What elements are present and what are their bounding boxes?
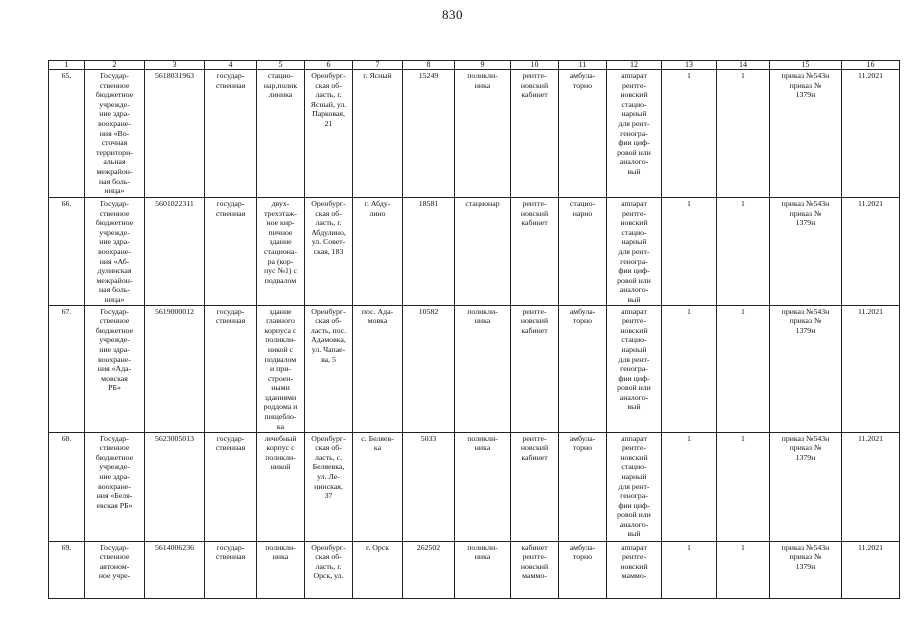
row-number: 68.	[49, 432, 85, 541]
organization-name: Государ- ственное бюджетное учрежде- ние здра- воохране- ния «Беля- евская РБ»	[85, 432, 145, 541]
date: 11.2021	[842, 198, 900, 306]
column-number: 12	[607, 61, 662, 70]
date: 11.2021	[842, 305, 900, 432]
order-reference: приказ №543н приказ № 1379н	[770, 305, 842, 432]
population: 262502	[403, 541, 455, 598]
column-number-row	[49, 61, 900, 70]
column-number: 4	[205, 61, 257, 70]
quantity-col13: 1	[662, 432, 717, 541]
care-conditions: амбула- торно	[559, 70, 607, 198]
ownership-type: государ- ственная	[205, 198, 257, 306]
address: Оренбург- ская об- ласть, г. Орск, ул.	[305, 541, 353, 598]
equipment-name: аппарат рентге- новский стацио- нарный для рент- геногра- фии циф- ровой или аналого- вый	[607, 305, 662, 432]
locality: пос. Ада- мовка	[353, 305, 403, 432]
table-row	[49, 541, 900, 598]
organization-code: 5623005013	[145, 432, 205, 541]
locality: г. Орск	[353, 541, 403, 598]
date: 11.2021	[842, 432, 900, 541]
organization-code: 5601022311	[145, 198, 205, 306]
date: 11.2021	[842, 70, 900, 198]
quantity-col13: 1	[662, 541, 717, 598]
locality: с. Беляев- ка	[353, 432, 403, 541]
care-conditions: амбула- торно	[559, 432, 607, 541]
ownership-type: государ- ственная	[205, 70, 257, 198]
quantity-col14: 1	[717, 432, 770, 541]
locality: г. Ясный	[353, 70, 403, 198]
ownership-type: государ- ственная	[205, 541, 257, 598]
column-number: 16	[842, 61, 900, 70]
room-type: рентге- новский кабинет	[511, 70, 559, 198]
column-number: 11	[559, 61, 607, 70]
column-number: 6	[305, 61, 353, 70]
order-reference: приказ №543н приказ № 1379н	[770, 198, 842, 306]
table-row	[49, 432, 900, 541]
organization-name: Государ- ственное автоном- ное учре-	[85, 541, 145, 598]
equipment-name: аппарат рентге- новский стацио- нарный для рент- геногра- фии циф- ровой или аналого- вый	[607, 432, 662, 541]
room-type: кабинет рентге- новский маммо-	[511, 541, 559, 598]
building-description: здание главного корпуса с поликли- никой с подвалом и при- строен- ными зданиями роддома и пищебло- ка	[257, 305, 305, 432]
care-conditions: стацио- нарно	[559, 198, 607, 306]
care-conditions: амбула- торно	[559, 305, 607, 432]
address: Оренбург- ская об- ласть, г. Ясный, ул. Парковая, 21	[305, 70, 353, 198]
column-number: 14	[717, 61, 770, 70]
quantity-col13: 1	[662, 70, 717, 198]
population: 15249	[403, 70, 455, 198]
row-number: 69.	[49, 541, 85, 598]
organization-code: 5614006236	[145, 541, 205, 598]
building-description: лечебный корпус с поликли- никой	[257, 432, 305, 541]
quantity-col13: 1	[662, 198, 717, 306]
equipment-name: аппарат рентге- новский стацио- нарный для рент- геногра- фии циф- ровой или аналого- вый	[607, 70, 662, 198]
room-type: рентге- новский кабинет	[511, 198, 559, 306]
organization-code: 5618031963	[145, 70, 205, 198]
unit-type: поликли- ника	[455, 432, 511, 541]
care-conditions: амбула- торно	[559, 541, 607, 598]
unit-type: поликли- ника	[455, 305, 511, 432]
order-reference: приказ №543н приказ № 1379н	[770, 432, 842, 541]
order-reference: приказ №543н приказ № 1379н	[770, 541, 842, 598]
column-number: 8	[403, 61, 455, 70]
population: 18581	[403, 198, 455, 306]
quantity-col14: 1	[717, 305, 770, 432]
table-row	[49, 305, 900, 432]
organization-name: Государ- ственное бюджетное учрежде- ние здра- воохране- ния «Аб- дулинская межрайон- ная боль- ница»	[85, 198, 145, 306]
address: Оренбург- ская об- ласть, г. Абдулино, ул. Совет- ская, 183	[305, 198, 353, 306]
order-reference: приказ №543н приказ № 1379н	[770, 70, 842, 198]
population: 5033	[403, 432, 455, 541]
column-number: 3	[145, 61, 205, 70]
room-type: рентге- новский кабинет	[511, 305, 559, 432]
table-row	[49, 70, 900, 198]
column-number: 2	[85, 61, 145, 70]
column-number: 1	[49, 61, 85, 70]
locality: г. Абду- лино	[353, 198, 403, 306]
row-number: 67.	[49, 305, 85, 432]
building-description: стацио- нар,полик линика	[257, 70, 305, 198]
equipment-name: аппарат рентге- новский маммо-	[607, 541, 662, 598]
column-number: 9	[455, 61, 511, 70]
address: Оренбург- ская об- ласть, с. Беляевка, ул. Ле- нинская, 37	[305, 432, 353, 541]
row-number: 65.	[49, 70, 85, 198]
column-number: 15	[770, 61, 842, 70]
column-number: 7	[353, 61, 403, 70]
unit-type: стационар	[455, 198, 511, 306]
address: Оренбург- ская об- ласть, пос. Адамовка, ул. Чапае- ва, 5	[305, 305, 353, 432]
table-row	[49, 198, 900, 306]
quantity-col14: 1	[717, 70, 770, 198]
column-number: 13	[662, 61, 717, 70]
quantity-col14: 1	[717, 541, 770, 598]
ownership-type: государ- ственная	[205, 432, 257, 541]
column-number: 5	[257, 61, 305, 70]
room-type: рентге- новский кабинет	[511, 432, 559, 541]
equipment-name: аппарат рентге- новский стацио- нарный для рент- геногра- фии циф- ровой или аналого- вый	[607, 198, 662, 306]
document-table	[48, 60, 900, 599]
organization-name: Государ- ственное бюджетное учрежде- ние здра- воохране- ния «Ада- мовская РБ»	[85, 305, 145, 432]
building-description: поликли- ника	[257, 541, 305, 598]
population: 10582	[403, 305, 455, 432]
unit-type: поликли- ника	[455, 541, 511, 598]
quantity-col14: 1	[717, 198, 770, 306]
row-number: 66.	[49, 198, 85, 306]
organization-name: Государ- ственное бюджетное учрежде- ние здра- воохране- ния «Во- сточная территори- альная межрайон- ная боль- ница»	[85, 70, 145, 198]
organization-code: 5619000012	[145, 305, 205, 432]
column-number: 10	[511, 61, 559, 70]
quantity-col13: 1	[662, 305, 717, 432]
unit-type: поликли- ника	[455, 70, 511, 198]
ownership-type: государ- ственная	[205, 305, 257, 432]
page-number: 830	[442, 7, 463, 22]
building-description: двух- трехэтаж- ное кир- пичное здание стациона- ра (кор- пус №1) с подвалом	[257, 198, 305, 306]
date: 11.2021	[842, 541, 900, 598]
